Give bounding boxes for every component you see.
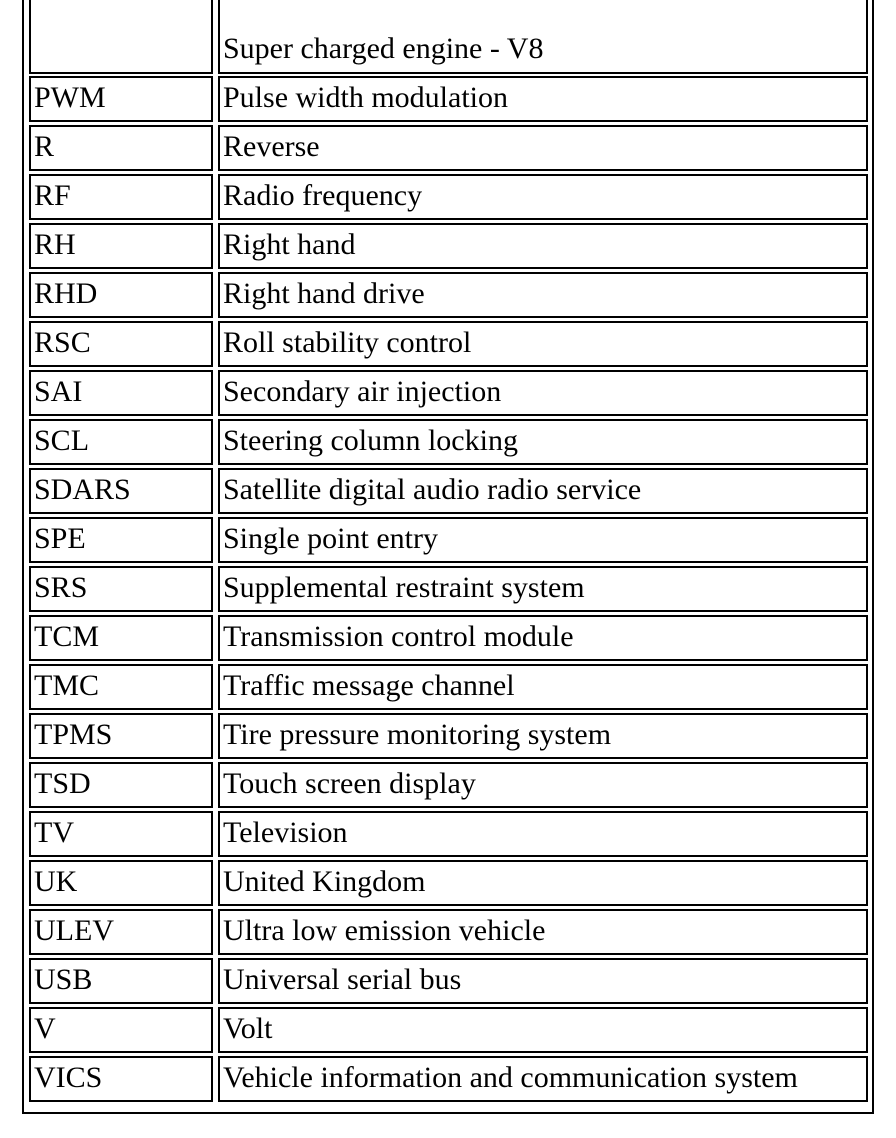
abbreviation-cell: V: [29, 1007, 213, 1053]
abbreviations-table: [22, 0, 874, 1114]
abbreviation-cell: TPMS: [29, 713, 213, 759]
abbreviation-cell: TMC: [29, 664, 213, 710]
description-cell: Single point entry: [218, 517, 868, 563]
description-cell: Ultra low emission vehicle: [218, 909, 868, 955]
abbreviation-cell: [29, 0, 213, 74]
description-cell: Touch screen display: [218, 762, 868, 808]
abbreviation-cell: SCL: [29, 419, 213, 465]
description-cell: Super charged engine - V8: [218, 0, 868, 74]
description-cell: Right hand: [218, 223, 868, 269]
description-cell: Satellite digital audio radio service: [218, 468, 868, 514]
abbreviation-cell: VICS: [29, 1056, 213, 1102]
description-cell: Supplemental restraint system: [218, 566, 868, 612]
abbreviation-cell: ULEV: [29, 909, 213, 955]
description-cell: Secondary air injection: [218, 370, 868, 416]
abbreviation-cell: USB: [29, 958, 213, 1004]
description-cell: Right hand drive: [218, 272, 868, 318]
description-cell: Transmission control module: [218, 615, 868, 661]
description-cell: Television: [218, 811, 868, 857]
abbreviation-cell: PWM: [29, 76, 213, 122]
description-cell: Universal serial bus: [218, 958, 868, 1004]
description-cell: Roll stability control: [218, 321, 868, 367]
abbreviation-cell: R: [29, 125, 213, 171]
description-cell: Pulse width modulation: [218, 76, 868, 122]
abbreviation-cell: RF: [29, 174, 213, 220]
abbreviation-cell: SRS: [29, 566, 213, 612]
description-cell: Volt: [218, 1007, 868, 1053]
abbreviation-cell: RH: [29, 223, 213, 269]
description-cell: Tire pressure monitoring system: [218, 713, 868, 759]
abbreviation-cell: UK: [29, 860, 213, 906]
abbreviation-cell: RHD: [29, 272, 213, 318]
abbreviation-cell: RSC: [29, 321, 213, 367]
description-cell: Vehicle information and communication system: [218, 1056, 868, 1102]
description-cell: Steering column locking: [218, 419, 868, 465]
description-cell: Radio frequency: [218, 174, 868, 220]
description-cell: United Kingdom: [218, 860, 868, 906]
abbreviation-cell: SAI: [29, 370, 213, 416]
description-cell: Reverse: [218, 125, 868, 171]
abbreviation-cell: SDARS: [29, 468, 213, 514]
description-cell: Traffic message channel: [218, 664, 868, 710]
abbreviation-cell: TSD: [29, 762, 213, 808]
abbreviation-cell: TV: [29, 811, 213, 857]
abbreviation-cell: SPE: [29, 517, 213, 563]
abbreviation-cell: TCM: [29, 615, 213, 661]
